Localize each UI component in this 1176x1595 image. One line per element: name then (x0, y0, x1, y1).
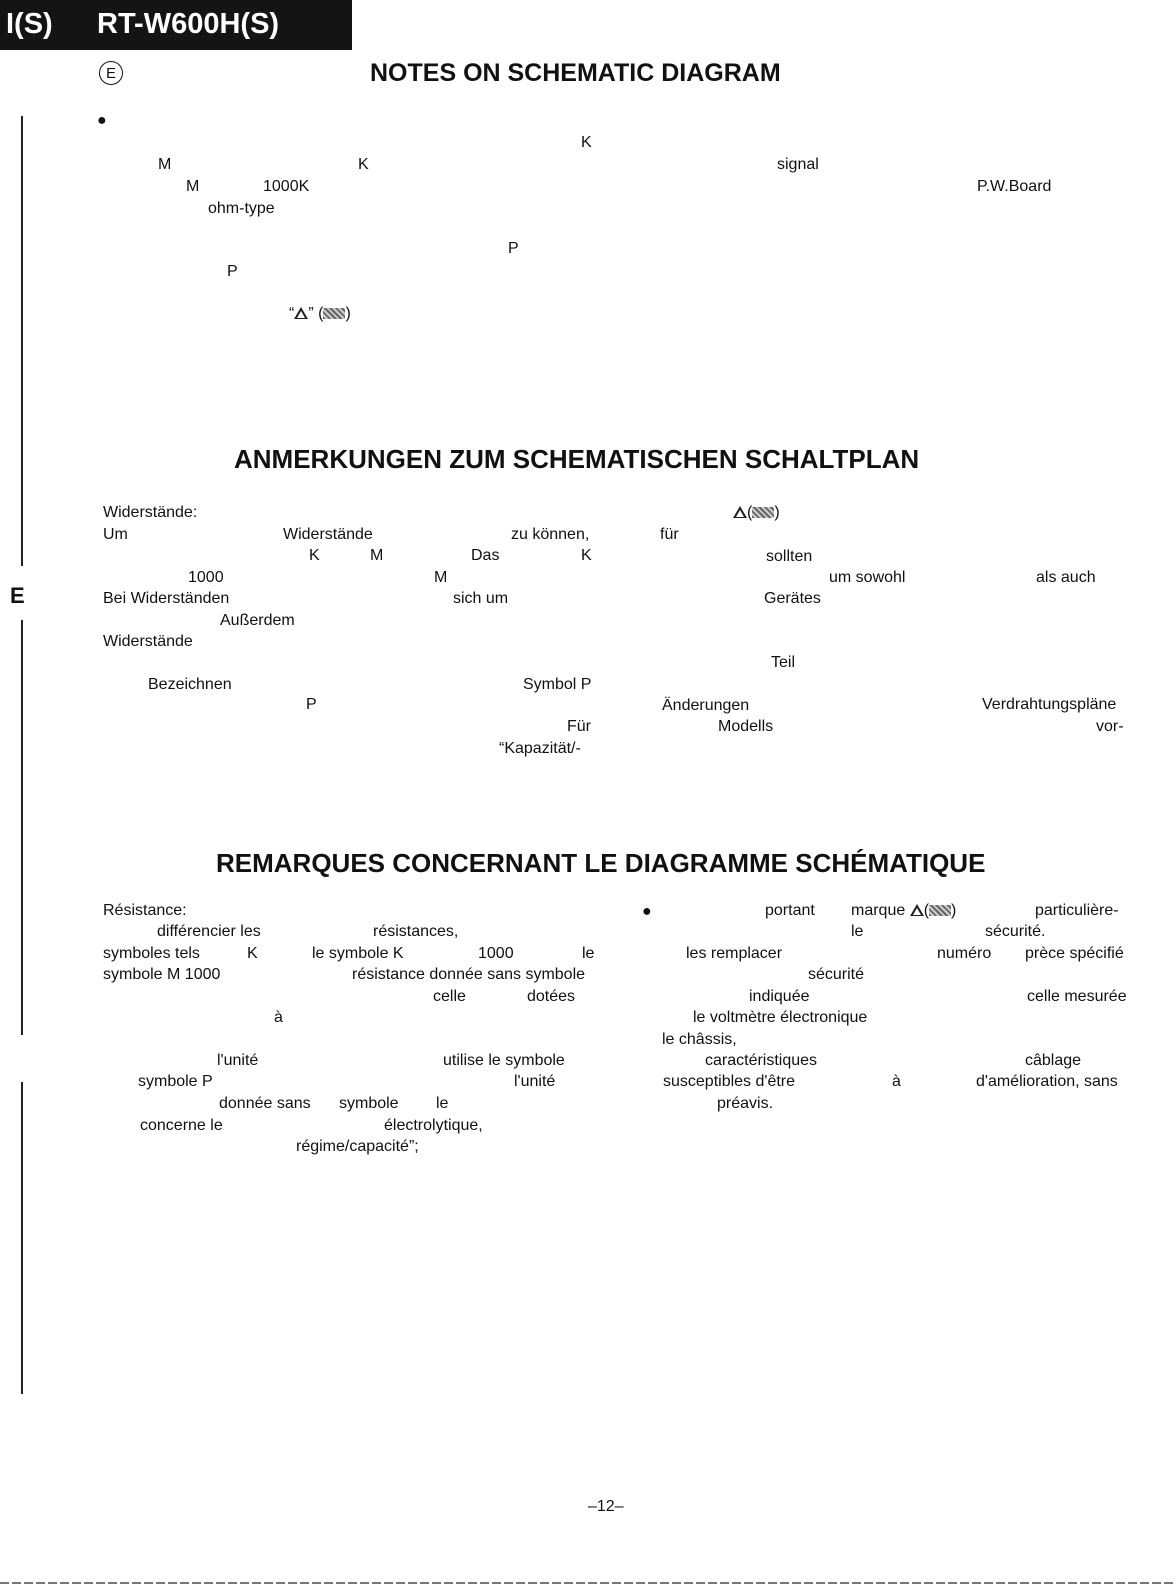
word: zu können, (511, 526, 590, 543)
word: Um (103, 526, 128, 543)
header-bar (0, 0, 352, 50)
word: dotées (527, 988, 576, 1005)
word: 1000 (478, 945, 514, 962)
word: K (247, 945, 258, 962)
word: le (851, 923, 864, 940)
page-number: –12– (588, 1498, 624, 1515)
bullet-icon: ● (97, 112, 107, 129)
word: résistances, (373, 923, 459, 940)
language-marker-icon (99, 61, 123, 85)
word: concerne le (140, 1117, 223, 1134)
word: différencier les (157, 923, 261, 940)
word: 1000 (188, 569, 224, 586)
word: vor- (1096, 718, 1124, 735)
word: le (582, 945, 595, 962)
word: M (186, 178, 200, 195)
word: l'unité (217, 1052, 259, 1069)
word: le voltmètre électronique (693, 1009, 868, 1026)
footer-rule (0, 1582, 1176, 1584)
word: Änderungen (662, 697, 750, 714)
paren-close: ) (345, 305, 351, 322)
quote-close: ” ( (308, 305, 324, 322)
safety-symbol-french (851, 903, 956, 919)
word: Gerätes (764, 590, 821, 607)
word: symbole P (138, 1073, 213, 1090)
word: numéro (937, 945, 992, 962)
header-model: RT-W600H(S) (97, 8, 280, 40)
word: les remplacer (686, 945, 783, 962)
word: M (434, 569, 448, 586)
word: symbole (339, 1095, 399, 1112)
word: “Kapazität/- (499, 740, 581, 757)
word: sécurité. (985, 923, 1046, 940)
word: sollten (766, 548, 813, 565)
word: l'unité (514, 1073, 556, 1090)
word: sich um (453, 590, 509, 607)
word: Teil (771, 654, 796, 671)
word: régime/capacité”; (296, 1138, 419, 1155)
word: indiquée (749, 988, 810, 1005)
shaded-area-icon (752, 507, 774, 518)
word: préavis. (717, 1095, 774, 1112)
word: utilise le symbole (443, 1052, 565, 1069)
language-marker-letter: E (105, 64, 116, 82)
word: le (436, 1095, 449, 1112)
word: für (660, 526, 679, 543)
word: électrolytique, (384, 1117, 483, 1134)
warning-triangle-icon (733, 506, 747, 518)
word: K (581, 134, 592, 151)
word: P.W.Board (977, 178, 1052, 195)
word: caractéristiques (705, 1052, 818, 1069)
paren-close: ) (774, 504, 780, 521)
german-title: ANMERKUNGEN ZUM SCHEMATISCHEN SCHALTPLAN (234, 444, 920, 474)
word: M (158, 156, 172, 173)
word: Außerdem (220, 612, 295, 629)
word: ohm-type (208, 200, 275, 217)
word: symboles tels (103, 945, 200, 962)
french-title: REMARQUES CONCERNANT LE DIAGRAMME SCHÉMATIQUE (216, 848, 986, 878)
safety-symbol-english (289, 306, 351, 322)
word: celle mesurée (1027, 988, 1127, 1005)
word: sécurité (808, 966, 865, 983)
word: K (581, 547, 592, 564)
word: K (358, 156, 369, 173)
word: le châssis, (662, 1031, 737, 1048)
word: Résistance: (103, 902, 187, 919)
word: als auch (1036, 569, 1096, 586)
word: M (370, 547, 384, 564)
safety-symbol-german (733, 505, 780, 521)
word: particulière- (1035, 902, 1119, 919)
word: P (508, 240, 519, 257)
word: susceptibles d'être (663, 1073, 796, 1090)
word: um sowohl (829, 569, 906, 586)
word: donnée sans (219, 1095, 311, 1112)
word: 1000K (263, 178, 310, 195)
word: Bei Widerständen (103, 590, 230, 607)
word: portant (765, 902, 815, 919)
margin-rule (21, 116, 23, 566)
word: résistance donnée sans symbole (352, 966, 586, 983)
side-marker: E (10, 583, 25, 608)
word: câblage (1025, 1052, 1082, 1069)
paren-open: ( (923, 902, 930, 919)
paren-close: ) (951, 902, 957, 919)
word: signal (777, 156, 819, 173)
word: symbole M 1000 (103, 966, 221, 983)
word: Für (567, 718, 591, 735)
shaded-area-icon (323, 308, 345, 319)
warning-triangle-icon (910, 904, 924, 916)
word: prèce spécifié (1025, 945, 1124, 962)
bullet-icon: ● (642, 903, 652, 920)
word: Modells (718, 718, 774, 735)
word: Widerstände (103, 633, 193, 650)
english-title: NOTES ON SCHEMATIC DIAGRAM (370, 59, 781, 87)
word: d'amélioration, sans (976, 1073, 1118, 1090)
word: Das (471, 547, 500, 564)
word: Widerstände (283, 526, 373, 543)
margin-rule (21, 620, 23, 1035)
word: Symbol P (523, 676, 592, 693)
word: Verdrahtungspläne (982, 696, 1117, 713)
word: P (227, 263, 238, 280)
word: à (892, 1073, 901, 1090)
header-left-fragment: I(S) (6, 8, 53, 40)
margin-rule (21, 1082, 23, 1394)
word: à (274, 1009, 283, 1026)
warning-triangle-icon (294, 307, 308, 319)
paren-open: ( (747, 504, 753, 521)
word: K (309, 547, 320, 564)
quote-open: “ (289, 305, 295, 322)
word: Widerstände: (103, 504, 198, 521)
word: celle (433, 988, 466, 1005)
word: P (306, 696, 317, 713)
word: le symbole K (312, 945, 404, 962)
symbol-lead: marque (851, 902, 906, 919)
word: Bezeichnen (148, 676, 232, 693)
shaded-area-icon (929, 905, 951, 916)
